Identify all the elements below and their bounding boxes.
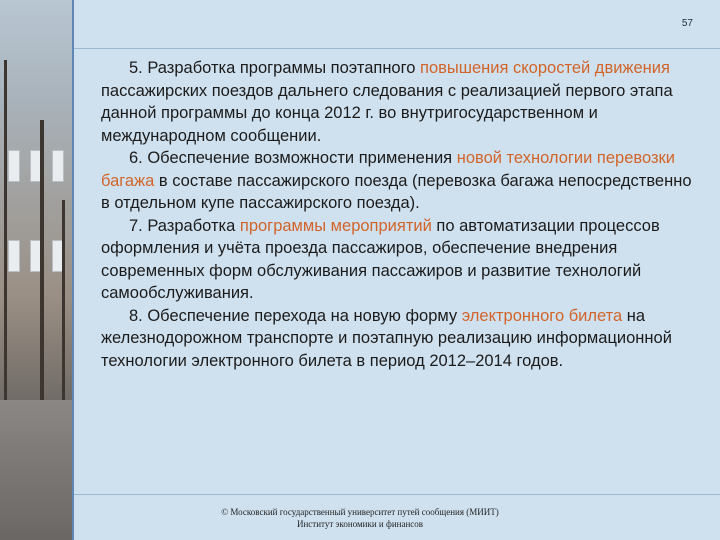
- text-run: пассажирских поездов дальнего следования с реализацией первого этапа данной программы до конца 2012 г. во внутригосударственном и международном сообщении.: [101, 81, 673, 145]
- footer-copyright: © Московский государственный университет путей сообщения (МИИТ): [221, 507, 499, 517]
- text-run: 6. Обеспечение возможности применения: [129, 149, 457, 167]
- highlighted-term: новой технологии перевозки багажа: [101, 149, 675, 190]
- slide-content: [101, 57, 693, 372]
- text-run: по автоматизации процессов оформления и учёта проезда пассажиров, обеспечение внедрения современных форм обслуживания пассажиров и развитие технологий самообслуживания.: [101, 216, 660, 302]
- vertical-rule: [72, 0, 74, 540]
- paragraph-8: [101, 305, 693, 373]
- highlighted-term: программы мероприятий: [239, 216, 432, 235]
- highlighted-term: электронного билета: [461, 306, 623, 325]
- slide-number: 57: [681, 18, 693, 29]
- paragraph-5: [101, 57, 693, 147]
- footer-institute: Институт экономики и финансов: [296, 519, 424, 529]
- footer-rule: [74, 494, 720, 495]
- highlighted-term: повышения скоростей движения: [420, 59, 670, 77]
- text-run: 5. Разработка программы поэтапного: [129, 59, 421, 77]
- paragraph-6: [101, 147, 693, 215]
- paragraph-7: [101, 215, 693, 305]
- text-run: в составе пассажирского поезда (перевозка багажа непосредственно в отдельном купе пассажирского поезда).: [101, 171, 692, 212]
- footer: [140, 506, 580, 530]
- header-rule: [74, 48, 720, 49]
- text-run: 8. Обеспечение перехода на новую форму: [129, 306, 462, 325]
- text-run: на железнодорожном транспорте и поэтапную реализацию информационной технологии электронного билета в период 2012–2014 годов.: [101, 306, 672, 370]
- text-run: 7. Разработка: [129, 216, 240, 235]
